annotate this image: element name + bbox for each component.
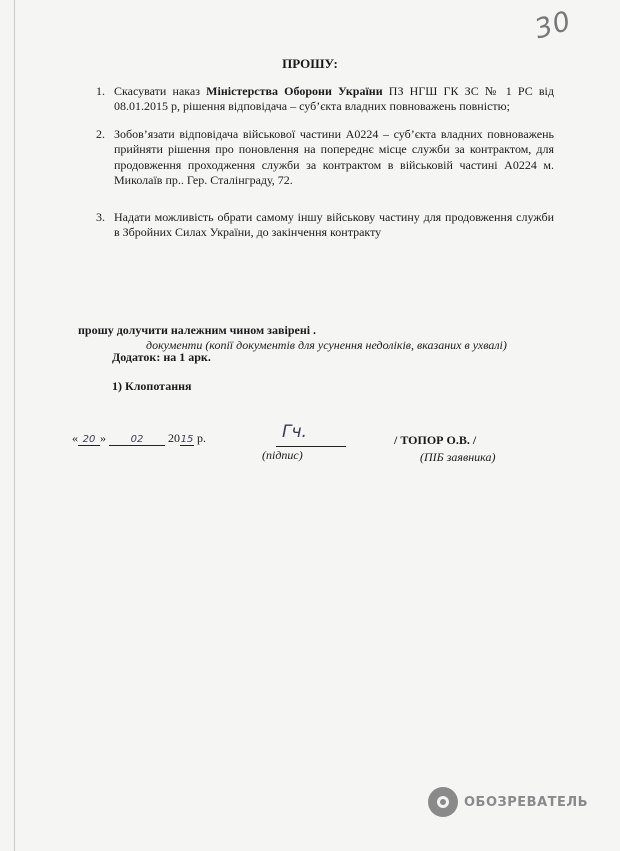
request-item-3 (96, 210, 554, 241)
document-title: ПРОШУ: (282, 56, 338, 71)
attachment-item-1: 1) Клопотання (112, 379, 192, 393)
signature-line (276, 424, 346, 447)
date-line: « 20 » 02 2015 р. (72, 431, 206, 445)
item-number: 3. (96, 210, 105, 224)
attach-request: прошу долучити належним чином завірені . (78, 323, 317, 337)
item-number: 2. (96, 127, 105, 141)
request-item-2 (96, 127, 554, 188)
item-text: Надати можливість обрати самому іншу військову частину для продовження служби в Збройних Силах України, до закінчення контракту (114, 210, 554, 240)
item-text: Зобов’язати відповідача військової частини А0224 – суб’єкта владних повноважень прийняти рішення про поновлення на попереднє місце служби за контрактом, для продовження проходження служби за контрактом в військовій частині А0224 м. Миколаїв пр.. Гер. Сталінграду, 72. (114, 127, 554, 187)
attached-documents: документи (копії документів для усунення недоліків, вказаних в ухвалі) (146, 338, 507, 352)
year-prefix: 20 (168, 431, 180, 445)
obozrevatel-logo-icon (428, 787, 458, 817)
handwritten-year: 15 (180, 434, 194, 445)
ministry-name: Міністерства Оборони України (206, 84, 383, 98)
handwritten-signature: Гч. (282, 422, 307, 442)
signature-label: (підпис) (262, 448, 303, 462)
watermark-text: ОБОЗРЕВАТЕЛЬ (464, 794, 589, 810)
handwritten-page-number: 30 (531, 5, 575, 46)
attachment-note: Додаток: на 1 арк. (112, 350, 211, 364)
handwritten-day: 20 (78, 434, 100, 446)
watermark (428, 787, 588, 817)
item-number: 1. (96, 84, 105, 98)
applicant-name: / ТОПОР О.В. / (394, 433, 477, 447)
request-item-1 (96, 84, 554, 115)
year-suffix: р. (197, 431, 206, 445)
handwritten-month: 02 (109, 434, 165, 446)
applicant-name-label: (ПІБ заявника) (420, 450, 496, 464)
item-text: Скасувати наказ Міністерства Оборони України ПЗ НГШ ГК ЗС № 1 РС від 08.01.2015 р, рішення відповідача – суб’єкта владних повноважень повністю; (114, 84, 554, 114)
